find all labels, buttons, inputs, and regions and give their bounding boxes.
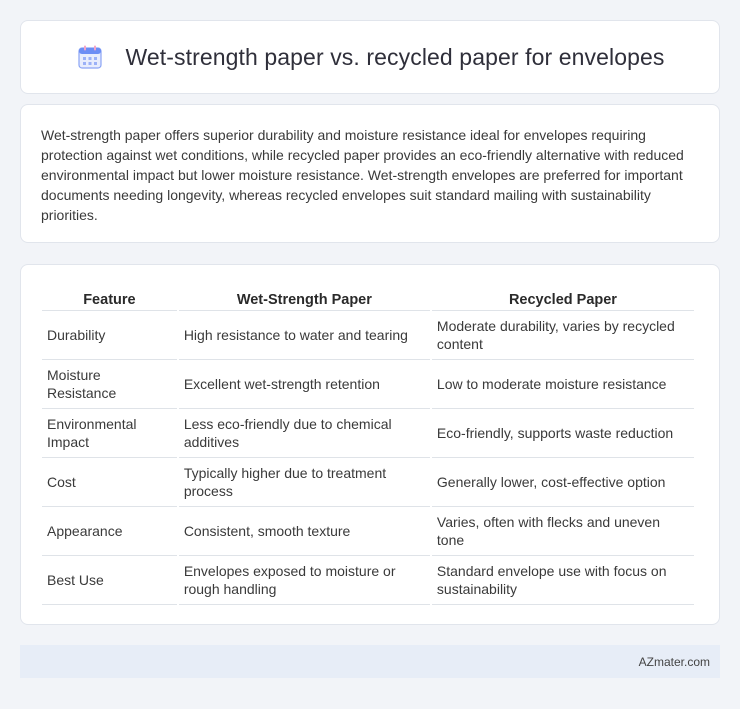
table-row	[42, 458, 694, 507]
row-wet-strength: Consistent, smooth texture	[179, 507, 430, 556]
comparison-table-card	[20, 264, 720, 625]
row-recycled: Varies, often with flecks and uneven tone	[432, 507, 694, 556]
table-row	[42, 556, 694, 605]
row-wet-strength: Less eco-friendly due to chemical additives	[179, 409, 430, 458]
header-recycled: Recycled Paper	[432, 285, 694, 311]
row-recycled: Low to moderate moisture resistance	[432, 360, 694, 409]
row-wet-strength: High resistance to water and tearing	[179, 311, 430, 360]
table-row	[42, 409, 694, 458]
row-feature: Durability	[42, 311, 177, 360]
footer	[20, 645, 720, 678]
row-wet-strength: Typically higher due to treatment process	[179, 458, 430, 507]
summary-text: Wet-strength paper offers superior durability and moisture resistance ideal for envelopes requiring protection against wet conditions, while recycled paper provides an eco-friendly alternative with reduced environmental impact but lower moisture resistance. Wet-strength envelopes are preferred for important documents needing longevity, whereas recycled envelopes suit standard mailing with sustainability priorities.	[41, 127, 684, 223]
row-recycled: Standard envelope use with focus on sustainability	[432, 556, 694, 605]
calendar-icon	[75, 42, 105, 72]
table-row	[42, 311, 694, 360]
comparison-table	[40, 285, 696, 605]
row-recycled: Moderate durability, varies by recycled content	[432, 311, 694, 360]
row-feature: Moisture Resistance	[42, 360, 177, 409]
header-wet-strength: Wet-Strength Paper	[179, 285, 430, 311]
row-feature: Environmental Impact	[42, 409, 177, 458]
table-header-row	[42, 285, 694, 311]
row-feature: Best Use	[42, 556, 177, 605]
row-recycled: Generally lower, cost-effective option	[432, 458, 694, 507]
summary-card	[20, 104, 720, 243]
header-feature: Feature	[42, 285, 177, 311]
row-wet-strength: Envelopes exposed to moisture or rough handling	[179, 556, 430, 605]
footer-brand[interactable]: AZmater.com	[638, 654, 710, 669]
row-feature: Appearance	[42, 507, 177, 556]
page-title: Wet-strength paper vs. recycled paper for envelopes	[125, 43, 665, 70]
row-feature: Cost	[42, 458, 177, 507]
table-row	[42, 507, 694, 556]
row-wet-strength: Excellent wet-strength retention	[179, 360, 430, 409]
table-row	[42, 360, 694, 409]
title-card	[20, 20, 720, 94]
row-recycled: Eco-friendly, supports waste reduction	[432, 409, 694, 458]
